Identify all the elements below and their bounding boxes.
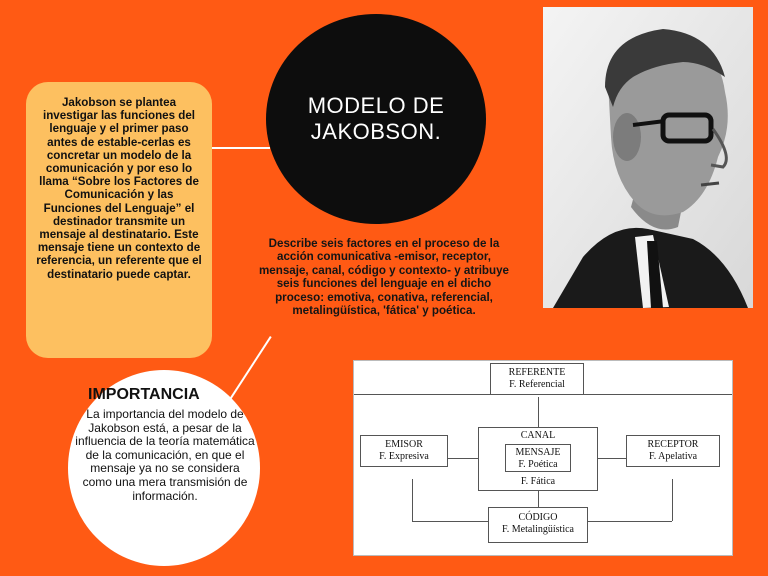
portrait-photo [543,7,753,308]
box-emisor [360,435,448,467]
box-title: RECEPTOR [647,439,699,450]
importance-text: La importancia del modelo de Jakobson está, a pesar de la influencia de la teoría matemática de la comunicación, en que el mensaje ya no se considera como una mera transmisión de información. [75,407,255,503]
diagram-line [448,458,482,459]
box-codigo [488,507,588,543]
diagram-line [538,491,539,507]
box-title: CÓDIGO [518,512,558,523]
diagram-line [412,521,492,522]
jakobson-diagram [353,360,733,556]
box-receptor [626,435,720,467]
box-canal [478,427,598,491]
diagram-line [672,479,673,521]
title-circle [266,14,486,224]
box-title: CANAL [520,430,556,441]
box-mensaje [505,444,571,472]
connector-line [230,336,272,399]
box-title: REFERENTE [508,367,566,378]
box-function: F. Apelativa [648,451,698,462]
importance-heading: IMPORTANCIA [88,386,200,403]
diagram-line [412,479,413,521]
box-function: F. Poética [518,459,558,470]
box-title: EMISOR [385,439,423,450]
info-card-text: Jakobson se plantea investigar las funciones del lenguaje y el primer paso antes de estable-cerlas es concretar un modelo de la comunicación y por eso lo llama “Sobre los Factores de Comunicación y las Funciones del Lenguaje” el destinador transmite un mensaje al destinatario. Este mensaje tiene un contexto de referencia, un referente que el destinatario puede captar. [36,96,202,281]
box-title: MENSAJE [515,447,561,458]
diagram-line [588,521,672,522]
portrait-illustration [543,7,753,308]
box-referente [490,363,584,395]
diagram-line [598,458,626,459]
box-function: F. Referencial [509,379,565,390]
info-card [26,82,212,358]
page-title: MODELO DE JAKOBSON. [307,93,445,144]
box-function: F. Expresiva [379,451,429,462]
description-text: Describe seis factores en el proceso de la acción comunicativa -emisor, receptor, mensaje, canal, código y contexto- y atribuye seis funciones del lenguaje en el dicho proceso: emotiva, conativa, referencial, metalingüística, 'fática' y poética. [259,237,509,318]
box-function: F. Metalingüística [502,524,574,535]
connector-line [212,147,270,149]
box-function: F. Fática [520,476,556,487]
diagram-line [538,397,539,427]
